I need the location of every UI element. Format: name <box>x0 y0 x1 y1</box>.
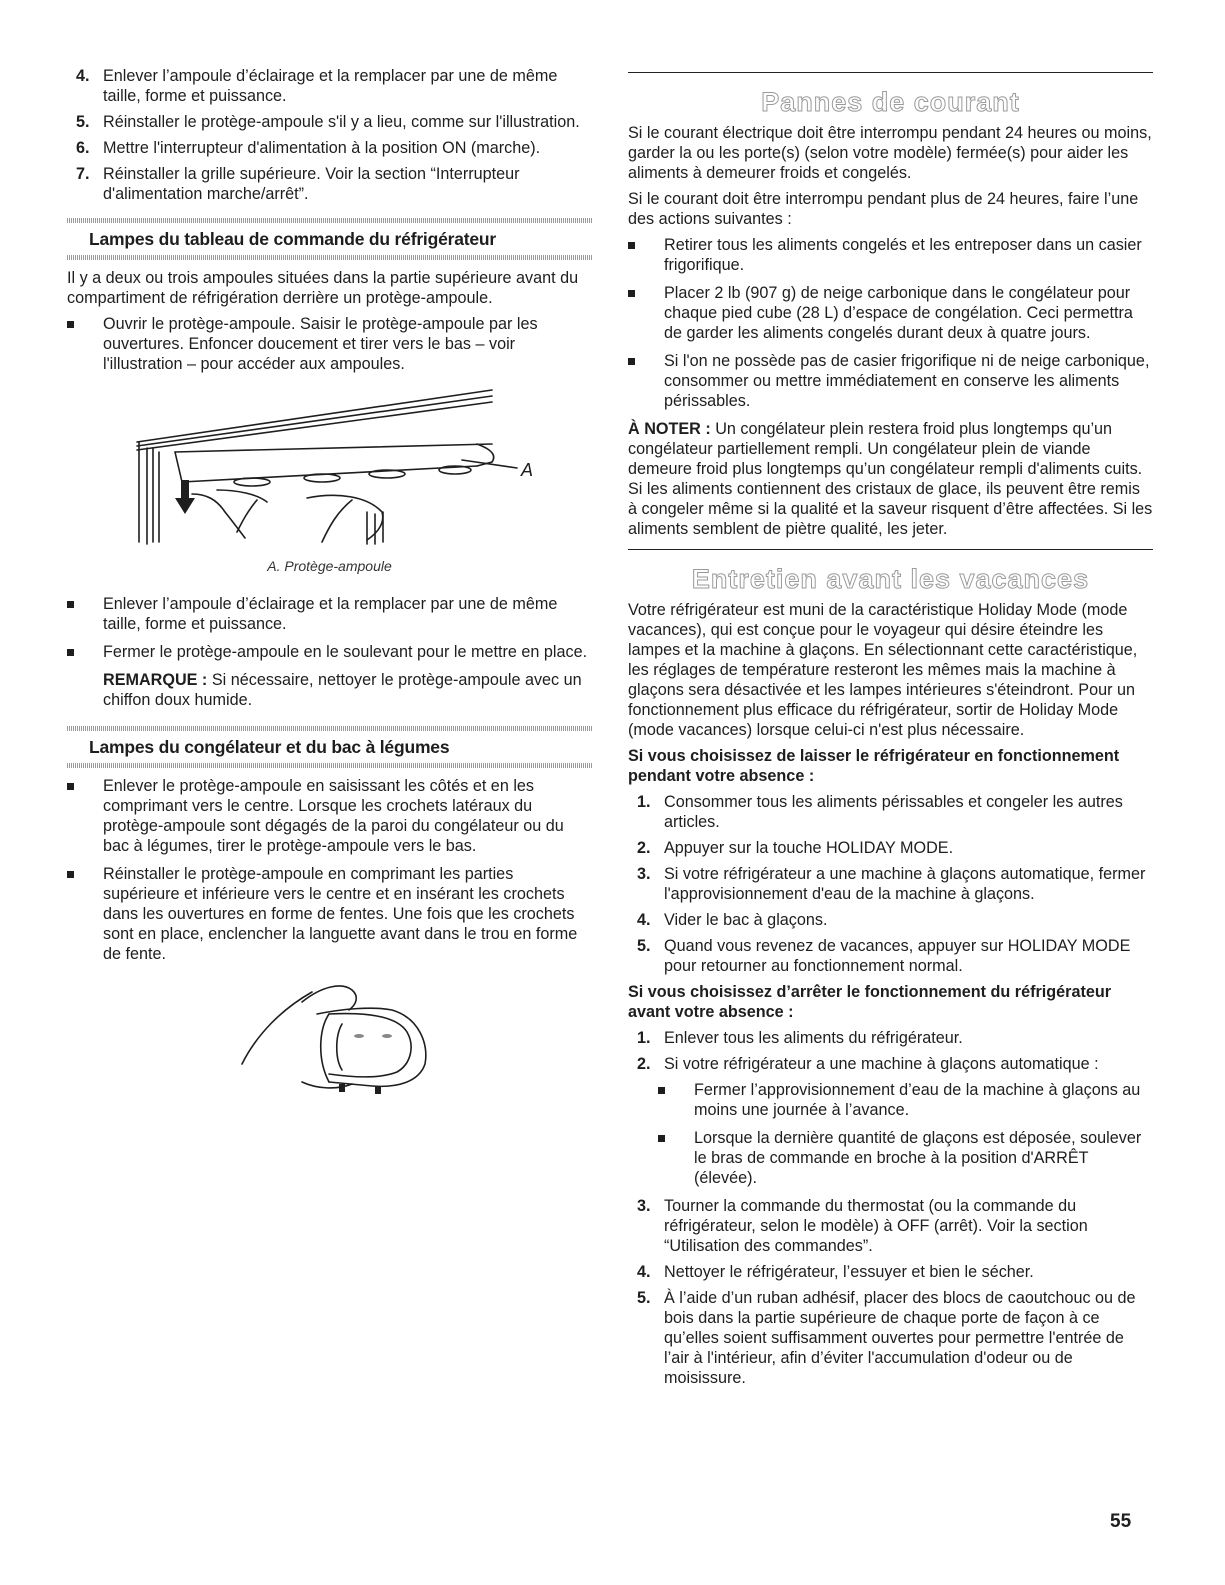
section-title: Lampes du tableau de commande du réfrigérateur <box>89 229 497 249</box>
note-paragraph <box>628 419 1153 539</box>
subheading: Si vous choisissez de laisser le réfrigérateur en fonctionnement pendant votre absence : <box>628 747 1120 785</box>
section-heading-freezer-lamps <box>67 726 592 768</box>
bullet-item <box>67 642 592 662</box>
step-number: 2. <box>637 839 651 857</box>
step-text: À l’aide d’un ruban adhésif, placer des blocs de caoutchouc ou de bois dans la partie supérieure de chaque porte de façon à ce qu’elles soient suffisamment ouvertes pour permettre l'entrée de l’air à l'intérieur, afin d’éviter l'accumulation d'odeur ou de moisissure. <box>664 1289 1136 1387</box>
bullet-text: Lorsque la dernière quantité de glaçons est déposée, soulever le bras de commande en broche à la position d'ARRÊT (élevée). <box>694 1129 1142 1187</box>
step-text: Mettre l'interrupteur d'alimentation à la position ON (marche). <box>103 139 541 157</box>
list-item <box>628 864 1153 904</box>
light-shield-illustration <box>67 382 592 552</box>
section-divider <box>628 72 1153 73</box>
subheading: Si vous choisissez d’arrêter le fonctionnement du réfrigérateur avant votre absence : <box>628 983 1112 1021</box>
page-number: 55 <box>1110 1511 1132 1532</box>
bullet-item <box>658 1128 1153 1188</box>
paragraph: Il y a deux ou trois ampoules situées dans la partie supérieure avant du compartiment de réfrigération derrière un protège-ampoule. <box>67 269 579 307</box>
section-title-vacation: Entretien avant les vacances <box>691 564 1090 594</box>
step-text: Réinstaller le protège-ampoule s'il y a lieu, comme sur l'illustration. <box>103 113 580 131</box>
step-text: Vider le bac à glaçons. <box>664 911 828 929</box>
figure-label: A <box>521 460 534 480</box>
bullet-item <box>67 594 592 634</box>
paragraph: Si le courant doit être interrompu pendant plus de 24 heures, faire l’une des actions suivantes : <box>628 190 1139 228</box>
bullet-item <box>67 776 592 856</box>
list-item <box>628 936 1153 976</box>
step-number: 1. <box>637 1029 651 1047</box>
step-number: 6. <box>76 139 90 157</box>
paragraph: Si le courant électrique doit être interrompu pendant 24 heures ou moins, garder la ou les porte(s) (selon votre modèle) fermée(s) pour aider les aliments à demeurer froids et congelés. <box>628 124 1152 182</box>
list-item <box>628 1028 1153 1048</box>
step-number: 4. <box>637 911 651 929</box>
bullet-item <box>628 283 1153 343</box>
bullet-text: Retirer tous les aliments congelés et les entreposer dans un casier frigorifique. <box>664 236 1142 274</box>
bullet-text: Réinstaller le protège-ampoule en comprimant les parties supérieure et inférieure vers le centre et en insérant les crochets dans les ouvertures en forme de fentes. Une fois que les crochets sont en place, enclencher la languette avant dans le trou en forme de fente. <box>103 865 578 963</box>
list-item <box>67 164 592 204</box>
step-text: Consommer tous les aliments périssables et congeler les autres articles. <box>664 793 1123 831</box>
bullet-item <box>628 235 1153 275</box>
list-item <box>628 1196 1153 1256</box>
bullet-item <box>67 314 592 374</box>
list-item <box>628 838 1153 858</box>
step-number: 3. <box>637 865 651 883</box>
list-item <box>67 138 592 158</box>
step-number: 4. <box>76 67 90 85</box>
left-column <box>67 66 592 1104</box>
section-heading-control-lamps <box>67 218 592 260</box>
paragraph: Votre réfrigérateur est muni de la caractéristique Holiday Mode (mode vacances), qui est conçue pour le voyageur qui désire éteindre les lampes et la machine à glaçons. En sélectionnant cette caractéristique, les réglages de température resteront les mêmes mais la machine à glaçons sera désactivée et les lampes intérieures s'éteindront. Pour un fonctionnement plus efficace du réfrigérateur, sortir de Holiday Mode (mode vacances) lorsque celui-ci n'est plus nécessaire. <box>628 601 1138 739</box>
step-number: 5. <box>76 113 90 131</box>
note-text: Si nécessaire, nettoyer le protège-ampoule avec un chiffon doux humide. <box>103 671 582 709</box>
bullet-item <box>628 351 1153 411</box>
hatch-divider <box>67 255 592 260</box>
list-item <box>628 1288 1153 1388</box>
note-text: Un congélateur plein restera froid plus longtemps qu’un congélateur partiellement rempli. Un congélateur plein de viande demeure froid plus longtemps qu’un congélateur rempli d'aliments cuits. Si les aliments contiennent des cristaux de glace, ils peuvent être remis à congeler même si la qualité et la saveur risquent d’être affectées. Si les aliments semblent de piètre qualité, les jeter. <box>628 420 1153 538</box>
note-paragraph <box>67 670 592 710</box>
section-title: Lampes du congélateur et du bac à légumes <box>89 737 450 757</box>
bullet-text: Enlever le protège-ampoule en saisissant les côtés et en les comprimant vers le centre. Lorsque les crochets latéraux du protège-ampoule sont dégagés de la paroi du congélateur ou du bac à légumes, tirer le protège-ampoule vers le bas. <box>103 777 564 855</box>
bullet-text: Fermer le protège-ampoule en le soulevant pour le mettre en place. <box>103 643 588 661</box>
bullet-item <box>658 1080 1153 1120</box>
step-number: 7. <box>76 165 90 183</box>
step-number: 1. <box>637 793 651 811</box>
step-number: 2. <box>637 1055 651 1073</box>
list-item <box>628 792 1153 832</box>
step-number: 4. <box>637 1263 651 1281</box>
section-title-power-outage: Pannes de courant <box>761 87 1020 117</box>
note-label: REMARQUE : <box>103 671 208 689</box>
bullet-text: Placer 2 lb (907 g) de neige carbonique dans le congélateur pour chaque pied cube (28 L) d’espace de congélation. Ceci permettra de garder les aliments congelés durant deux à quatre jours. <box>664 284 1133 342</box>
list-item <box>67 112 592 132</box>
step-text: Tourner la commande du thermostat (ou la commande du réfrigérateur, selon le modèle) à OFF (arrêt). Voir la section “Utilisation des commandes”. <box>664 1197 1088 1255</box>
figure-caption: A. Protège-ampoule <box>267 558 392 574</box>
right-column <box>628 72 1153 1394</box>
step-text: Si votre réfrigérateur a une machine à glaçons automatique : <box>664 1055 1099 1073</box>
list-item <box>628 910 1153 930</box>
step-number: 5. <box>637 1289 651 1307</box>
step-text: Enlever l’ampoule d’éclairage et la remplacer par une de même taille, forme et puissance. <box>103 67 558 105</box>
step-text: Quand vous revenez de vacances, appuyer sur HOLIDAY MODE pour retourner au fonctionnement normal. <box>664 937 1131 975</box>
step-text: Nettoyer le réfrigérateur, l’essuyer et bien le sécher. <box>664 1263 1034 1281</box>
bullet-text: Fermer l’approvisionnement d’eau de la machine à glaçons au moins une journée à l’avance. <box>694 1081 1141 1119</box>
list-item <box>628 1262 1153 1282</box>
bullet-text: Si l'on ne possède pas de casier frigorifique ni de neige carbonique, consommer ou mettre immédiatement en conserve les aliments périssables. <box>664 352 1150 410</box>
step-text: Appuyer sur la touche HOLIDAY MODE. <box>664 839 954 857</box>
freezer-shield-illustration <box>67 974 592 1104</box>
list-item <box>628 1054 1153 1074</box>
step-text: Si votre réfrigérateur a une machine à glaçons automatique, fermer l'approvisionnement d'eau de la machine à glaçons. <box>664 865 1146 903</box>
bullet-text: Ouvrir le protège-ampoule. Saisir le protège-ampoule par les ouvertures. Enfoncer doucement et tirer vers le bas – voir l'illustration – pour accéder aux ampoules. <box>103 315 538 373</box>
section-divider <box>628 549 1153 550</box>
step-text: Enlever tous les aliments du réfrigérateur. <box>664 1029 963 1047</box>
step-text: Réinstaller la grille supérieure. Voir la section “Interrupteur d'alimentation marche/arrêt”. <box>103 165 520 203</box>
step-number: 5. <box>637 937 651 955</box>
hatch-divider <box>67 763 592 768</box>
step-number: 3. <box>637 1197 651 1215</box>
bullet-item <box>67 864 592 964</box>
note-label: À NOTER : <box>628 420 711 438</box>
bullet-text: Enlever l’ampoule d’éclairage et la remplacer par une de même taille, forme et puissance. <box>103 595 558 633</box>
list-item <box>67 66 592 106</box>
